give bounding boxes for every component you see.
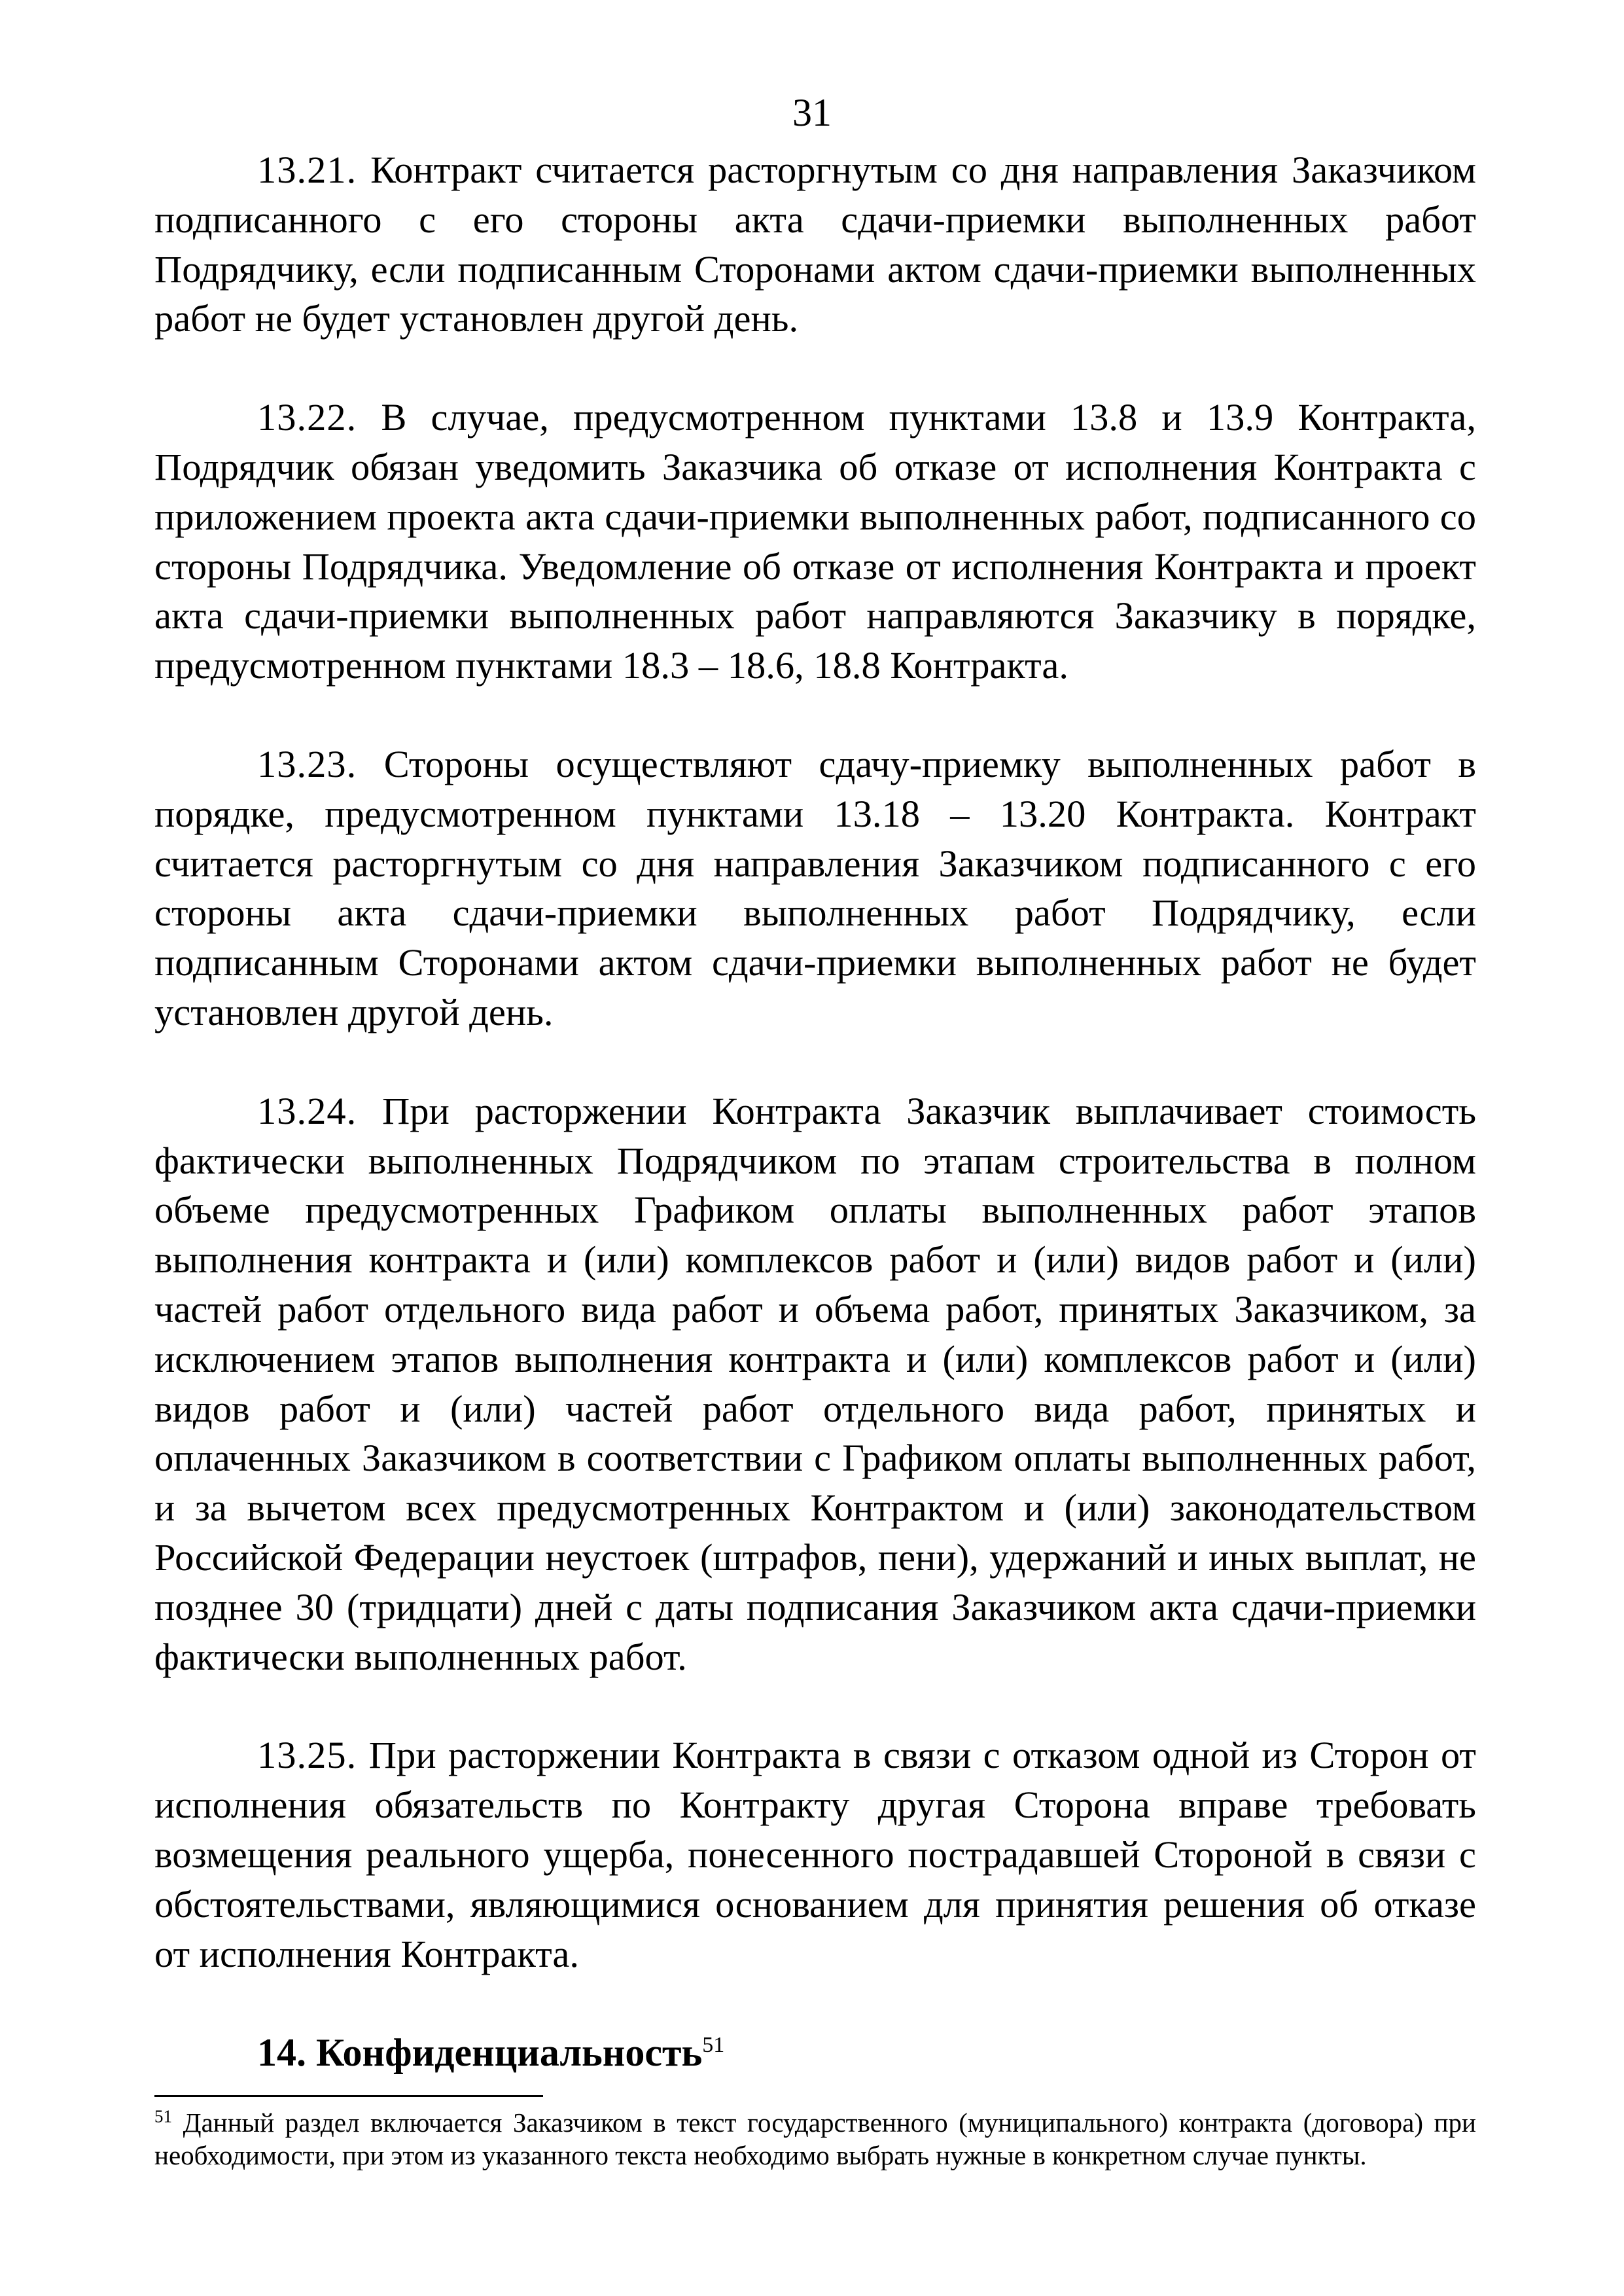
clause-text: Стороны осуществляют сдачу-приемку выполненных работ в порядке, предусмотренном пунктами 13.18 – 13.20 Контракта. Контракт считается расторгнутым со дня направления Заказчиком подписанного с его стороны акта сдачи-приемки выполненных работ Подрядчику, если подписанным Сторонами актом сдачи-приемки выполненных работ не будет установлен другой день.: [154, 742, 1477, 1033]
clause-text: При расторжении Контракта в связи с отказом одной из Сторон от исполнения обязательств по Контракту другая Сторона вправе требовать возмещения реального ущерба, понесенного пострадавшей Стороной в связи с обстоятельствами, являющимися основанием для принятия решения об отказе от исполнения Контракта.: [154, 1734, 1476, 1975]
footnote-reference[interactable]: 51: [702, 2033, 725, 2058]
clause-number: 13.22.: [257, 396, 357, 439]
clause-13-24: [154, 1086, 1476, 1682]
clause-number: 13.25.: [257, 1734, 357, 1777]
clause-text: При расторжении Контракта Заказчик выплачивает стоимость фактически выполненных Подрядчиком по этапам строительства в полном объеме предусмотренных Графиком оплаты выполненных работ этапов выполнения контракта и (или) комплексов работ и (или) видов работ и (или) частей работ отдельного вида работ и объема работ, принятых Заказчиком, за исключением этапов выполнения контракта и (или) комплексов работ и (или) видов работ и (или) частей работ отдельного вида работ, принятых и оплаченных Заказчиком в соответствии с Графиком оплаты выполненных работ, и за вычетом всех предусмотренных Контрактом и (или) законодательством Российской Федерации неустоек (штрафов, пени), удержаний и иных выплат, не позднее 30 (тридцати) дней с даты подписания Заказчиком акта сдачи-приемки фактически выполненных работ.: [154, 1089, 1476, 1678]
clause-text: Контракт считается расторгнутым со дня направления Заказчиком подписанного с его стороны акта сдачи-приемки выполненных работ Подрядчику, если подписанным Сторонами актом сдачи-приемки выполненных работ не будет установлен другой день.: [154, 149, 1476, 340]
section-heading: [257, 2028, 1476, 2077]
clause-number: 13.23.: [257, 742, 357, 785]
footnote-text: Данный раздел включается Заказчиком в текст государственного (муниципального) контракта (договора) при необходимости, при этом из указанного текста необходимо выбрать нужные в конкретном случае пункты.: [154, 2108, 1476, 2170]
clause-13-21: [154, 145, 1476, 344]
section-heading-text: 14. Конфиденциальность: [257, 2031, 703, 2075]
clause-number: 13.21.: [257, 149, 357, 191]
footnote-divider: [154, 2095, 543, 2097]
document-body: [154, 145, 1476, 2077]
clause-13-25: [154, 1731, 1476, 1979]
page-number: 31: [792, 91, 832, 134]
clause-number: 13.24.: [257, 1089, 357, 1132]
clause-13-22: [154, 393, 1476, 691]
footnote: [154, 2106, 1476, 2172]
clause-13-23: [154, 740, 1476, 1037]
footnote-marker: 51: [154, 2106, 172, 2126]
clause-text: В случае, предусмотренном пунктами 13.8 и 13.9 Контракта, Подрядчик обязан уведомить Заказчика об отказе от исполнения Контракта с приложением проекта акта сдачи-приемки выполненных работ, подписанного со стороны Подрядчика. Уведомление об отказе от исполнения Контракта и проект акта сдачи-приемки выполненных работ направляются Заказчику в порядке, предусмотренном пунктами 18.3 – 18.6, 18.8 Контракта.: [154, 396, 1477, 687]
footnote-body: [154, 2106, 1476, 2172]
